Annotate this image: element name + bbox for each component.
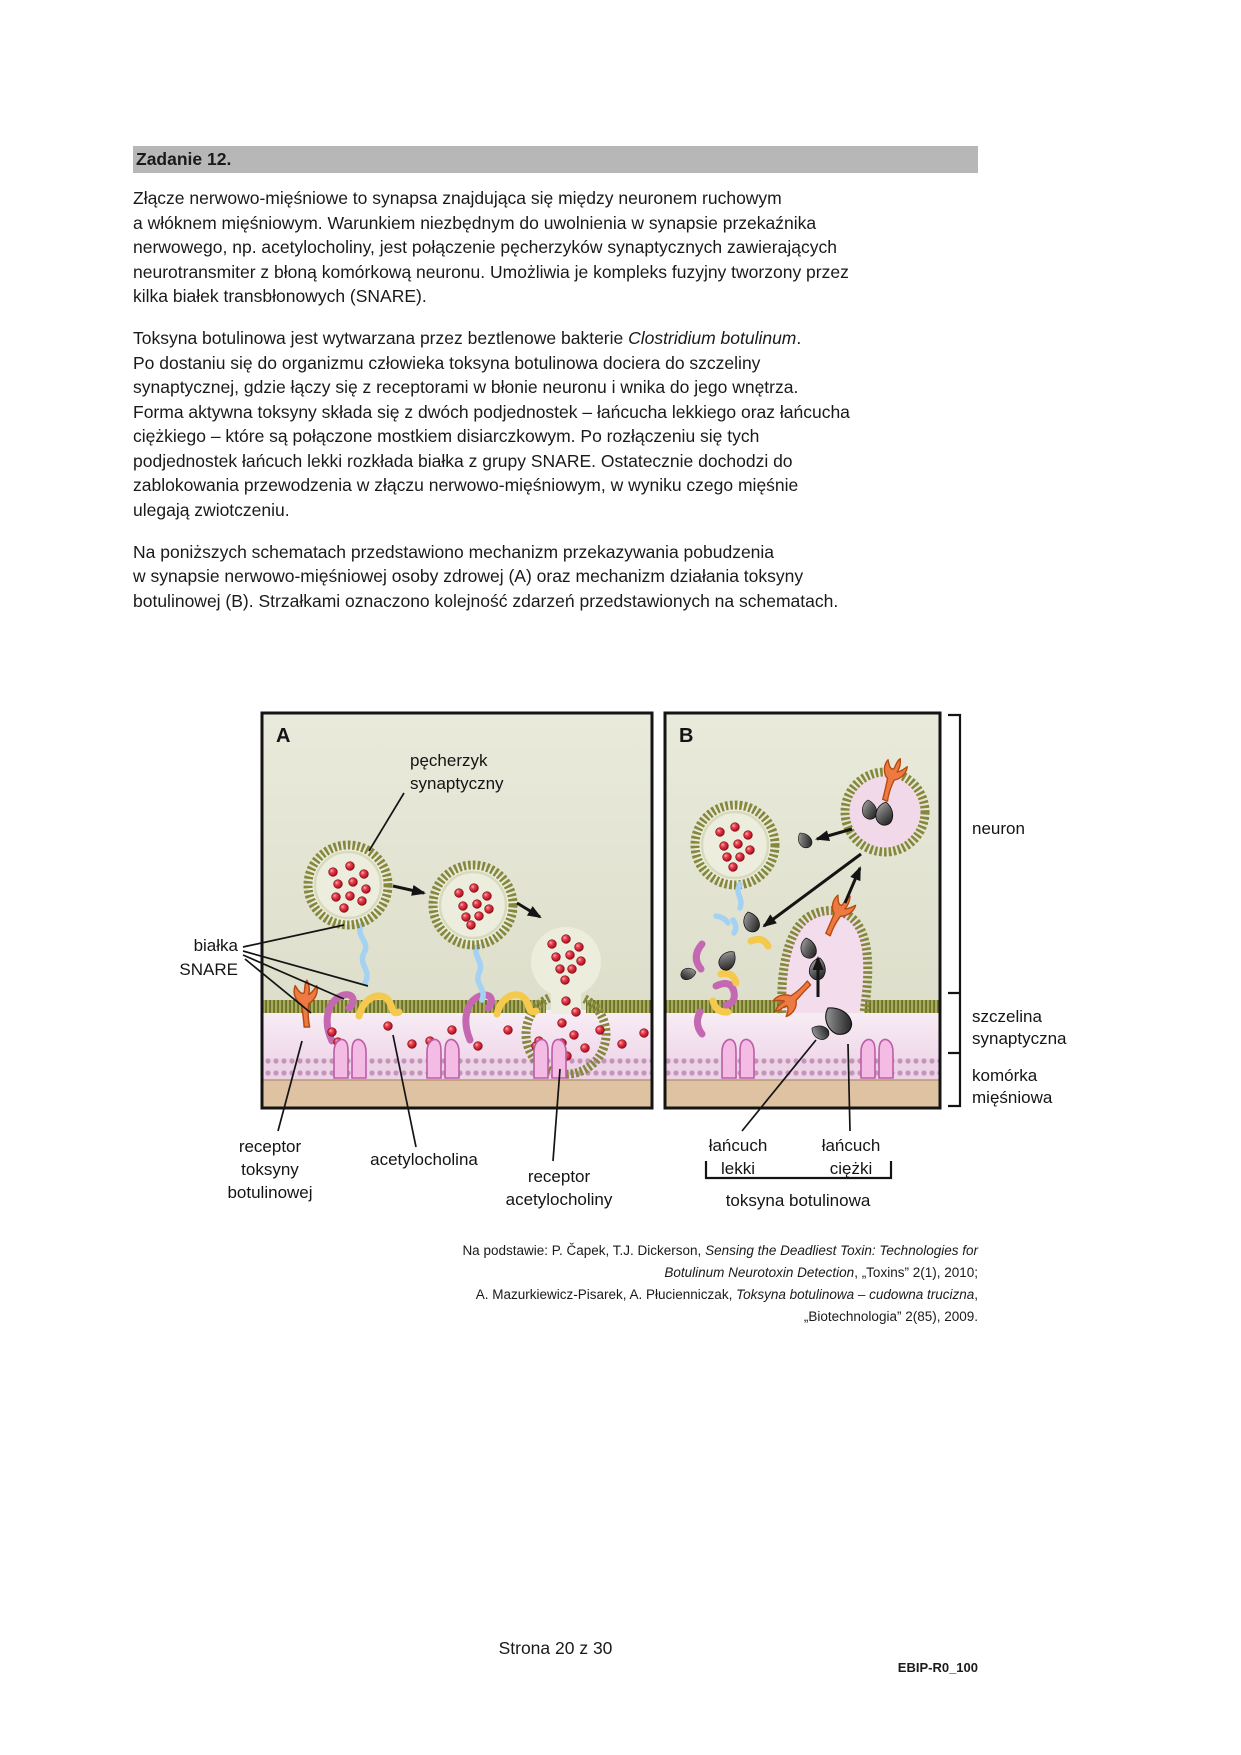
- panel-a-letter: A: [276, 725, 291, 747]
- paragraph-3: [133, 540, 978, 614]
- muscle-cell-a: [262, 1080, 652, 1108]
- source-title-italic: Sensing the Deadliest Toxin: Technologies for: [705, 1243, 978, 1258]
- heavy-chain-label: łańcuch: [821, 1136, 881, 1155]
- p1-line: a włóknem mięśniowym. Warunkiem niezbędnym do uwolnienia w synapsie przekaźnika: [133, 212, 817, 233]
- p2-line: Forma aktywna toksyny składa się z dwóch podjednostek – łańcucha lekkiego oraz łańcucha: [133, 401, 850, 422]
- toxin-receptor-label: botulinowej: [227, 1183, 313, 1202]
- source-line: [133, 1284, 978, 1306]
- source-text: ,: [974, 1287, 978, 1302]
- source-text: „Biotechnologia” 2(85), 2009.: [803, 1309, 978, 1324]
- p2-line: zablokowania przewodzenia w złączu nerwowo-mięśniowym, w wyniku czego mięśnie: [133, 475, 799, 495]
- p2-line: synaptycznej, gdzie łączy się z receptorami w błonie neuronu i wnika do jego wnętrza.: [133, 377, 799, 397]
- ach-receptor-label: receptor: [527, 1167, 591, 1186]
- cleft-label: synaptyczna: [972, 1029, 1067, 1048]
- p1-line: neurotransmiter z błoną komórkową neuronu. Umożliwia je kompleks fuzyjny tworzony przez: [133, 261, 849, 282]
- p2-text: Toksyna botulinowa jest wytwarzana przez beztlenowe bakterie: [133, 328, 629, 348]
- neuron-membrane-b-right: [863, 1000, 940, 1013]
- acetylcholine-label: acetylocholina: [370, 1150, 478, 1169]
- panel-a-interior: [262, 713, 652, 1108]
- task-content: [133, 146, 978, 631]
- paragraph-1: [133, 186, 978, 309]
- p2-line: ulegają zwiotczeniu.: [133, 499, 290, 520]
- toxin-receptor-label: receptor: [238, 1137, 302, 1156]
- p2-line: ciężkiego – które są połączone mostkiem disiarczkowym. Po rozłączeniu się tych: [133, 426, 760, 446]
- source-text: , „Toxins” 2(1), 2010;: [854, 1265, 978, 1280]
- snare-fragment-blue: [733, 920, 736, 933]
- heavy-chain-label: ciężki: [829, 1159, 873, 1178]
- species-name-italic: Clostridium botulinum: [628, 328, 797, 348]
- source-title-italic: Botulinum Neurotoxin Detection: [664, 1265, 855, 1280]
- source-title-italic: Toksyna botulinowa – cudowna trucizna: [736, 1287, 975, 1302]
- p2-line: Po dostaniu się do organizmu człowieka toksyna botulinowa dociera do szczeliny: [133, 352, 761, 373]
- p3-line: Na poniższych schematach przedstawiono mechanizm przekazywania pobudzenia: [133, 541, 775, 562]
- light-chain-label: łańcuch: [708, 1136, 768, 1155]
- light-chain-label: lekki: [720, 1159, 756, 1178]
- toxin-receptor-label: toksyny: [241, 1160, 299, 1179]
- p3-line: botulinowej (B). Strzałkami oznaczono kolejność zdarzeń przedstawionych na schematach.: [133, 590, 839, 611]
- ach-receptor-label: acetylocholiny: [505, 1190, 613, 1209]
- p2-line: podjednostek łańcuch lekki rozkłada białka z grupy SNARE. Ostatecznie dochodzi do: [133, 450, 793, 471]
- p1-line: Złącze nerwowo-mięśniowe to synapsa znajdująca się między neuronem ruchowym: [133, 188, 782, 208]
- snare-label: białka: [193, 936, 238, 955]
- p2-text: .: [796, 328, 802, 348]
- toxin-label: toksyna botulinowa: [725, 1191, 871, 1210]
- source-line: [133, 1240, 978, 1262]
- p1-line: kilka białek transbłonowych (SNARE).: [133, 286, 427, 306]
- source-line: [133, 1306, 978, 1328]
- p3-line: w synapsie nerwowo-mięśniowej osoby zdrowej (A) oraz mechanizm działania toksyny: [133, 566, 804, 586]
- p2-line: [133, 326, 978, 351]
- p1-line: nerwowego, np. acetylocholiny, jest połączenie pęcherzyków synaptycznych zawierających: [133, 237, 837, 257]
- snare-label: SNARE: [179, 960, 238, 979]
- source-text: A. Mazurkiewicz-Pisarek, A. Płucienniczak,: [475, 1287, 737, 1302]
- synapse-diagram-figure: [130, 640, 1070, 1240]
- source-line: [133, 1262, 978, 1284]
- muscle-cell-b: [665, 1080, 940, 1108]
- muscle-label: mięśniowa: [972, 1088, 1053, 1107]
- muscle-membrane-b: [665, 1058, 940, 1080]
- exam-code: EBIP-R0_100: [897, 1660, 978, 1675]
- neuron-label: neuron: [972, 819, 1025, 838]
- paragraph-2: [133, 326, 978, 522]
- snare-fragment-blue: [738, 884, 741, 908]
- vesicle-label: pęcherzyk: [410, 751, 488, 770]
- vesicle-label: synaptyczny: [410, 774, 504, 793]
- panel-b-interior: [665, 713, 940, 1108]
- synapse-diagram-svg: [130, 640, 1070, 1240]
- cleft-label: szczelina: [972, 1007, 1042, 1026]
- muscle-label: komórka: [972, 1066, 1038, 1085]
- synaptic-vesicle: [308, 845, 388, 925]
- panel-b-letter: B: [679, 725, 694, 747]
- task-heading: Zadanie 12.: [133, 146, 978, 173]
- source-text: Na podstawie: P. Čapek, T.J. Dickerson,: [462, 1243, 706, 1258]
- page-number: Strona 20 z 30: [498, 1638, 613, 1658]
- source-citation: [133, 1240, 978, 1328]
- region-brackets: [948, 715, 960, 1106]
